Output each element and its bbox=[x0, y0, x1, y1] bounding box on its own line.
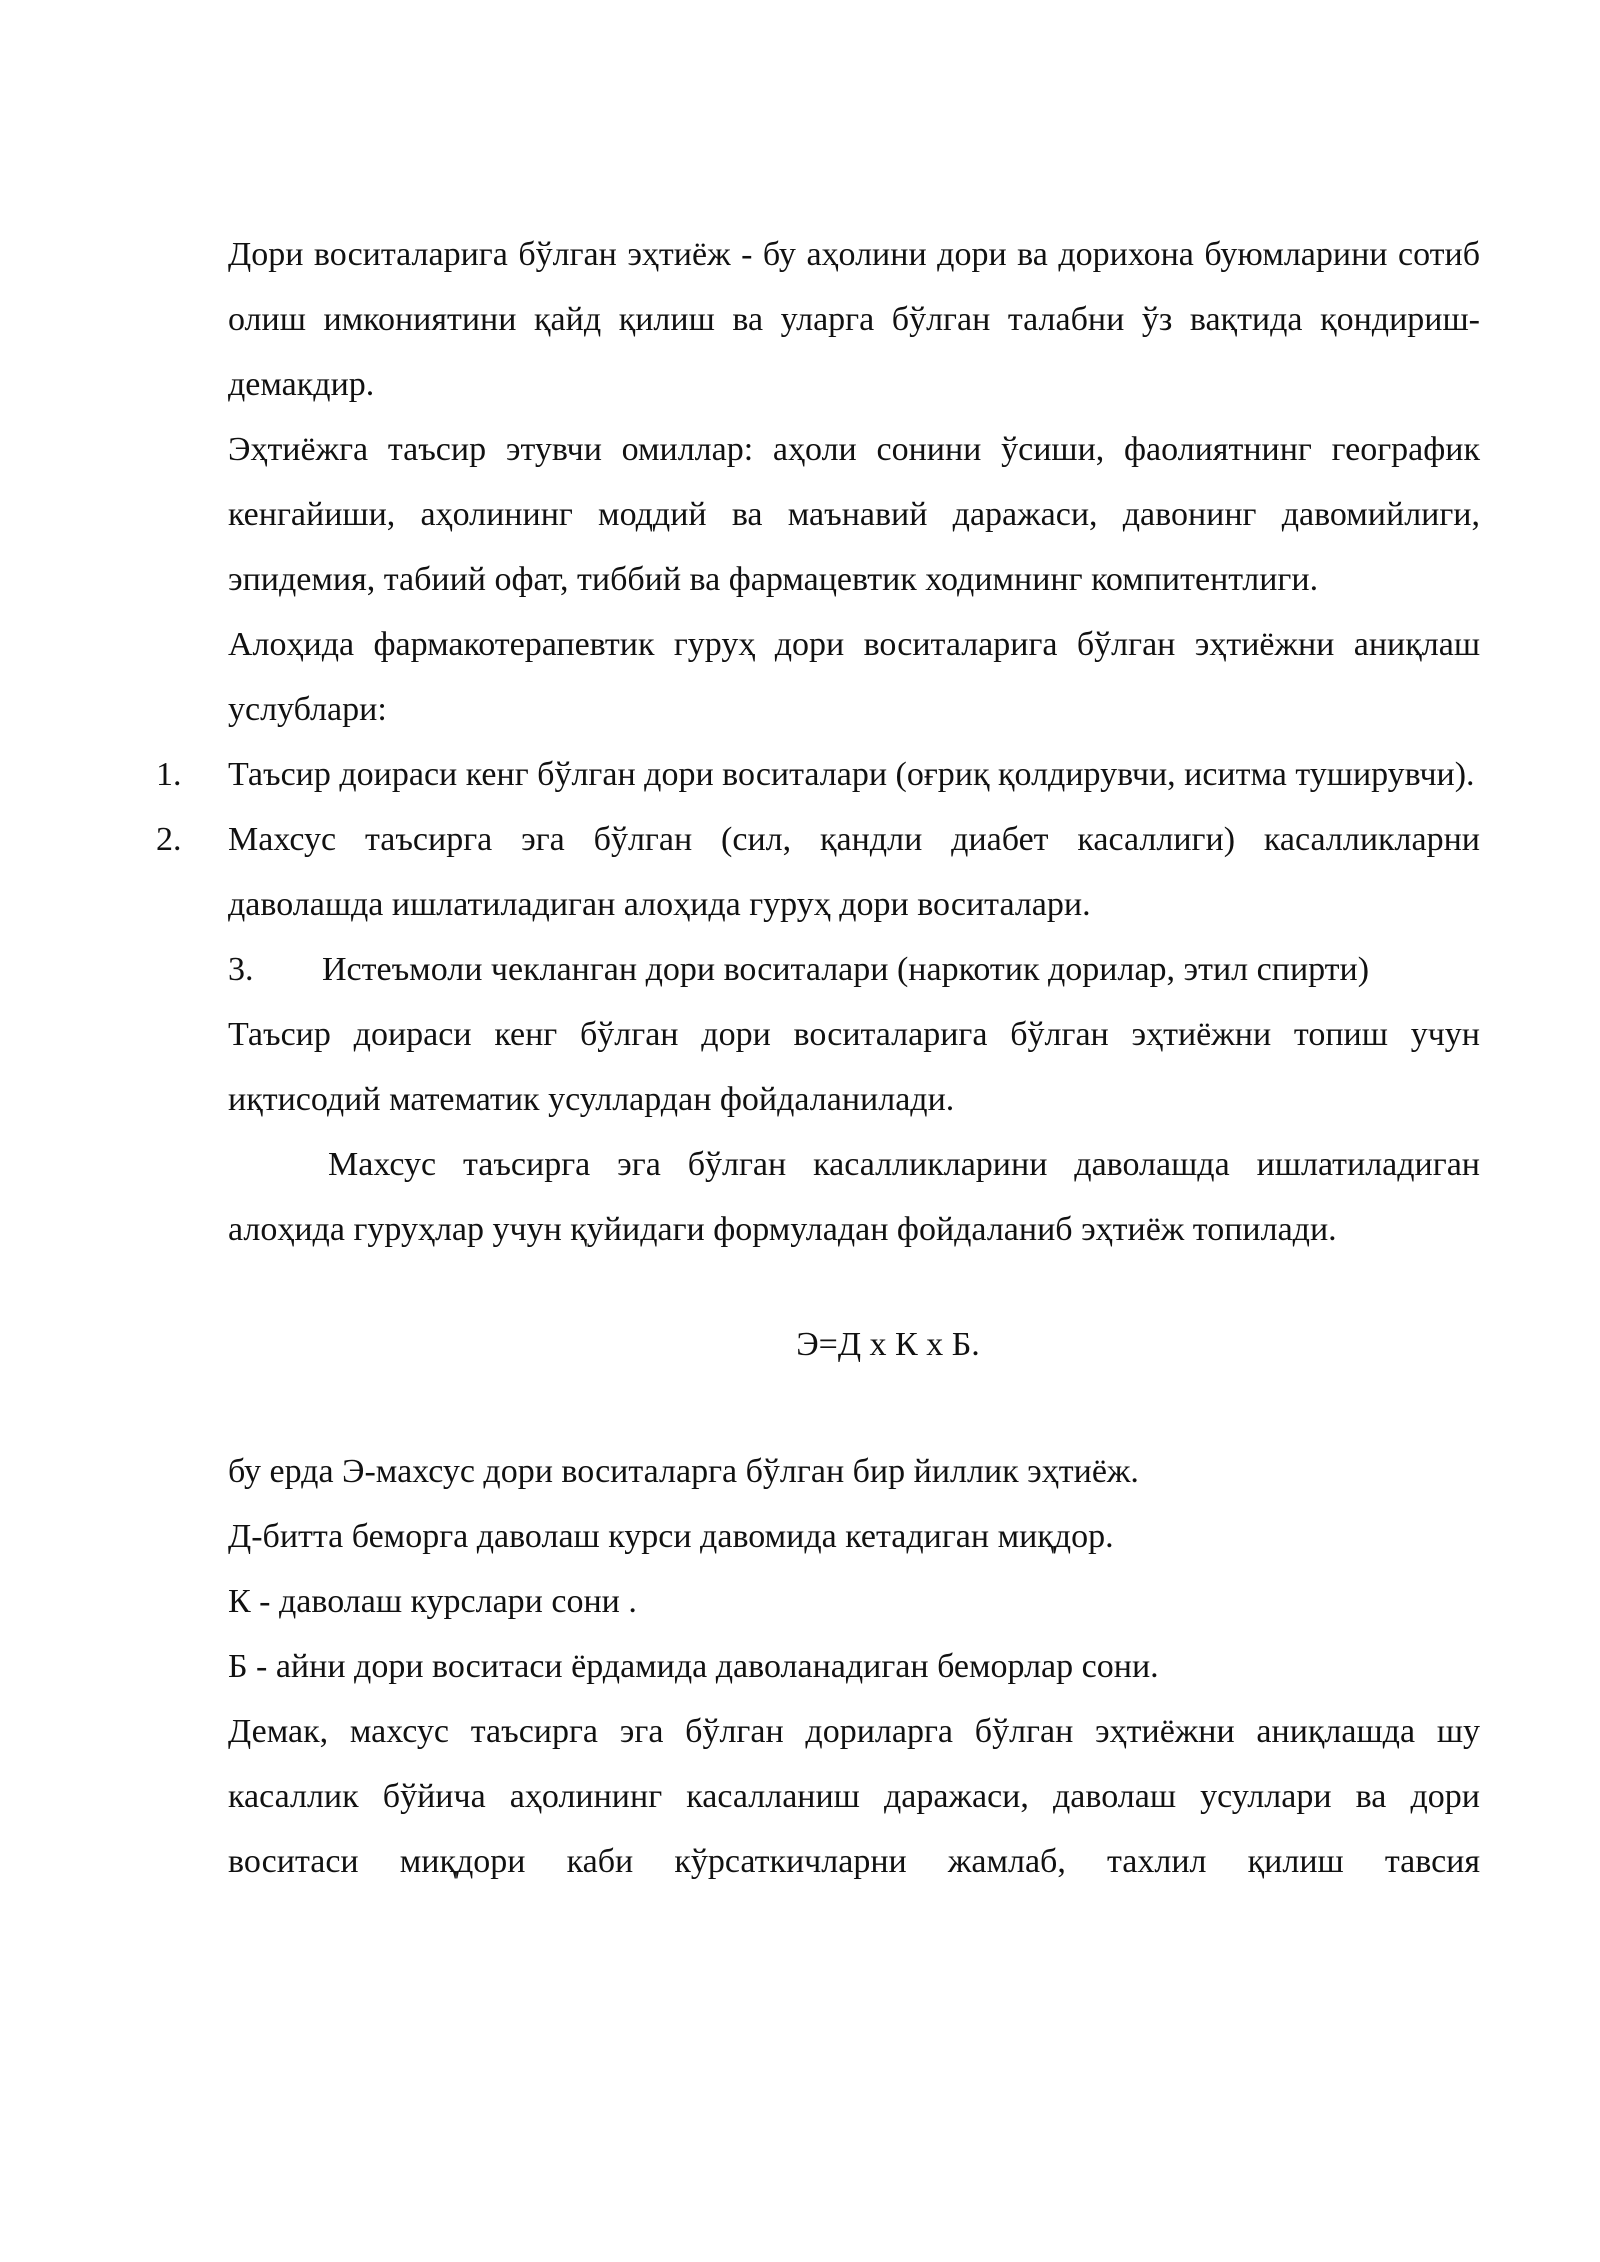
definition-line: Д-битта беморга даволаш курси давомида кетадиган миқдор. bbox=[228, 1518, 1114, 1555]
list-item-3 bbox=[228, 937, 1480, 1002]
list-item-1 bbox=[156, 742, 1480, 807]
definition-line: Б - айни дори воситаси ёрдамида даволанадиган беморлар сони. bbox=[228, 1648, 1159, 1685]
paragraph-special-effect: Махсус таъсирга эга бўлган касалликларини даволашда ишлатиладиган алоҳида гуруҳлар учун қуйидаги формуладан фойдаланиб эҳтиёж топилади. bbox=[228, 1146, 1480, 1248]
list-number: 2. bbox=[156, 821, 182, 858]
formula: Э=Д х К х Б. bbox=[796, 1326, 980, 1363]
list-item-text: Таъсир доираси кенг бўлган дори воситалари (оғриқ қолдирувчи, иситма туширувчи). bbox=[228, 756, 1475, 793]
paragraph-factors: Эҳтиёжга таъсир этувчи омиллар: аҳоли сонини ўсиши, фаолиятнинг географик кенгайиши, аҳолининг моддий ва маънавий даражаси, давонинг давомийлиги, эпидемия, табиий офат, тиббий ва фармацевтик ходимнинг компитентлиги. bbox=[228, 431, 1480, 598]
document-body bbox=[156, 222, 1480, 1894]
definition-line: бу ерда Э-махсус дори воситаларга бўлган бир йиллик эҳтиёж. bbox=[228, 1453, 1139, 1490]
paragraph-broad-effect: Таъсир доираси кенг бўлган дори воситаларига бўлган эҳтиёжни топиш учун иқтисодий математик усуллардан фойдаланилади. bbox=[228, 1016, 1480, 1118]
list-number: 3. bbox=[228, 951, 254, 988]
list-item-text: Истеъмоли чекланган дори воситалари (наркотик дорилар, этил спирти) bbox=[322, 951, 1370, 988]
paragraph-definition: Дори воситаларига бўлган эҳтиёж - бу аҳолини дори ва дорихона буюмларини сотиб олиш имкониятини қайд қилиш ва уларга бўлган талабни ўз вақтида қондириш-демакдир. bbox=[228, 236, 1480, 403]
list-item-2 bbox=[156, 807, 1480, 937]
definition-line: К - даволаш курслари сони . bbox=[228, 1583, 637, 1620]
list-number: 1. bbox=[156, 756, 182, 793]
paragraph-methods-intro: Алоҳида фармакотерапевтик гуруҳ дори воситаларига бўлган эҳтиёжни аниқлаш услублари: bbox=[228, 626, 1480, 728]
paragraph-conclusion: Демак, махсус таъсирга эга бўлган дориларга бўлган эҳтиёжни аниқлашда шу касаллик бўйича аҳолининг касалланиш даражаси, даволаш усуллари ва дори воситаси миқдори каби кўрсаткичларни жамлаб, тахлил қилиш тавсия bbox=[228, 1713, 1480, 1880]
list-item-text: Махсус таъсирга эга бўлган (сил, қандли диабет касаллиги) касалликларни даволашда ишлатиладиган алоҳида гуруҳ дори воситалари. bbox=[228, 821, 1480, 923]
